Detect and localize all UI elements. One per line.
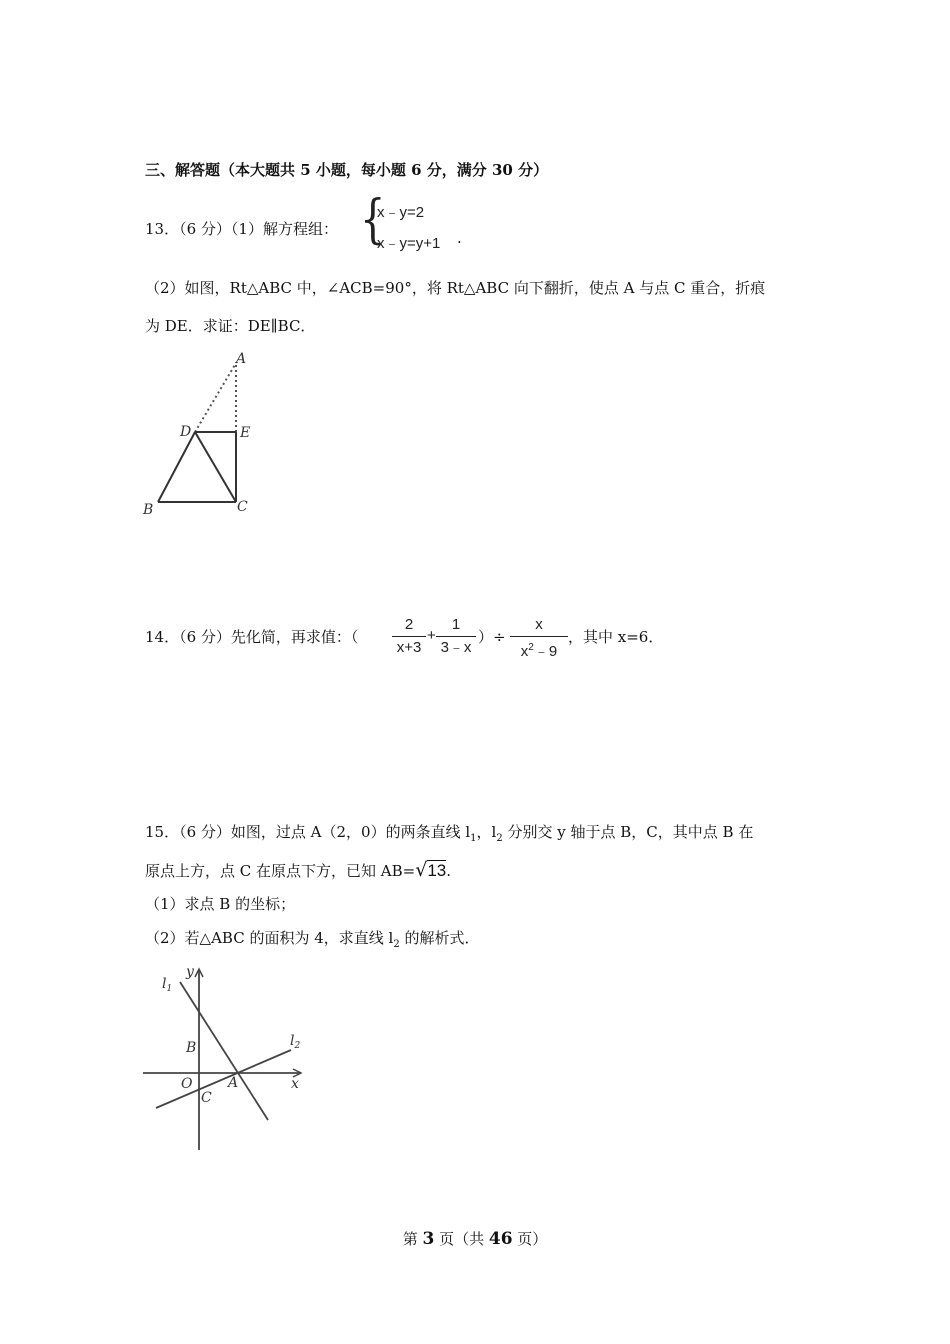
fraction-1-numerator: 2	[404, 616, 414, 633]
sqrt-radicand: 13	[427, 861, 447, 880]
q14-divide: ）÷	[478, 628, 506, 646]
label-c: C	[201, 1090, 212, 1106]
current-page: 3	[422, 1229, 435, 1249]
fraction-3-denominator: $x^2﹣9$	[520, 642, 558, 660]
fraction-2-denominator: 3﹣x	[440, 639, 472, 656]
fraction-2-numerator: 1	[451, 616, 461, 633]
q15-line1: 15．（6 分）如图，过点 A（2，0）的两条直线 $l_1$，$l_2$ 分别交 y 轴于点 B，C，其中点 B 在	[145, 823, 754, 844]
label-a: A	[236, 351, 247, 367]
label-l1: $l_1$	[162, 976, 173, 994]
q13-eq2: x﹣y=y+1	[377, 235, 441, 252]
label-x: x	[291, 1076, 299, 1092]
line-l2	[156, 1050, 291, 1108]
total-pages: 46	[488, 1229, 513, 1249]
segment-bd	[158, 432, 195, 502]
label-y: y	[186, 964, 194, 980]
label-d: D	[180, 424, 192, 440]
q13-eq1: x﹣y=2	[377, 204, 425, 221]
label-l2: $l_2$	[290, 1033, 301, 1051]
label-e: E	[240, 425, 251, 441]
q13-part2-line1: （2）如图，Rt△ABC 中，∠ACB=90°，将 Rt△ABC 向下翻折，使点 A 与点 C 重合，折痕	[145, 279, 766, 297]
q14-tail: ，其中 x=6．	[568, 628, 664, 646]
q15-part2: （2）若△ABC 的面积为 4，求直线 $l_2$ 的解析式．	[145, 929, 480, 950]
segment-da-dashed	[195, 363, 236, 432]
q13-number: 13．（6 分）（1）解方程组：	[145, 220, 338, 238]
q14-fraction-1	[392, 615, 426, 658]
page-footer: 第 3 页（共 46 页）	[402, 1229, 548, 1249]
q14-fraction-3	[510, 615, 568, 658]
segment-dc	[195, 432, 236, 502]
fraction-1-denominator: x+3	[396, 639, 422, 656]
q13-part2-line2: 为 DE．求证：DE∥BC．	[145, 317, 316, 335]
label-b: B	[186, 1040, 197, 1056]
label-b: B	[143, 502, 154, 518]
q14-text: 14．（6 分）先化简，再求值：（	[145, 628, 359, 646]
label-o: O	[181, 1076, 193, 1092]
q14-fraction-2	[436, 615, 476, 658]
q14-plus: +	[427, 627, 436, 644]
equation-brace: {	[360, 190, 386, 250]
label-a: A	[228, 1075, 239, 1091]
label-c: C	[237, 499, 248, 515]
q13-end: .	[457, 229, 462, 247]
q15-line2: 原点上方，点 C 在原点下方，已知 AB=√13.	[145, 859, 452, 881]
section-heading: 三、解答题（本大题共 5 小题，每小题 6 分，满分 30 分）	[145, 161, 549, 179]
fraction-3-numerator: x	[535, 616, 543, 633]
q13-triangle-figure	[135, 345, 265, 525]
q15-part1: （1）求点 B 的坐标；	[145, 895, 296, 913]
q15-coordinate-figure	[135, 960, 315, 1160]
